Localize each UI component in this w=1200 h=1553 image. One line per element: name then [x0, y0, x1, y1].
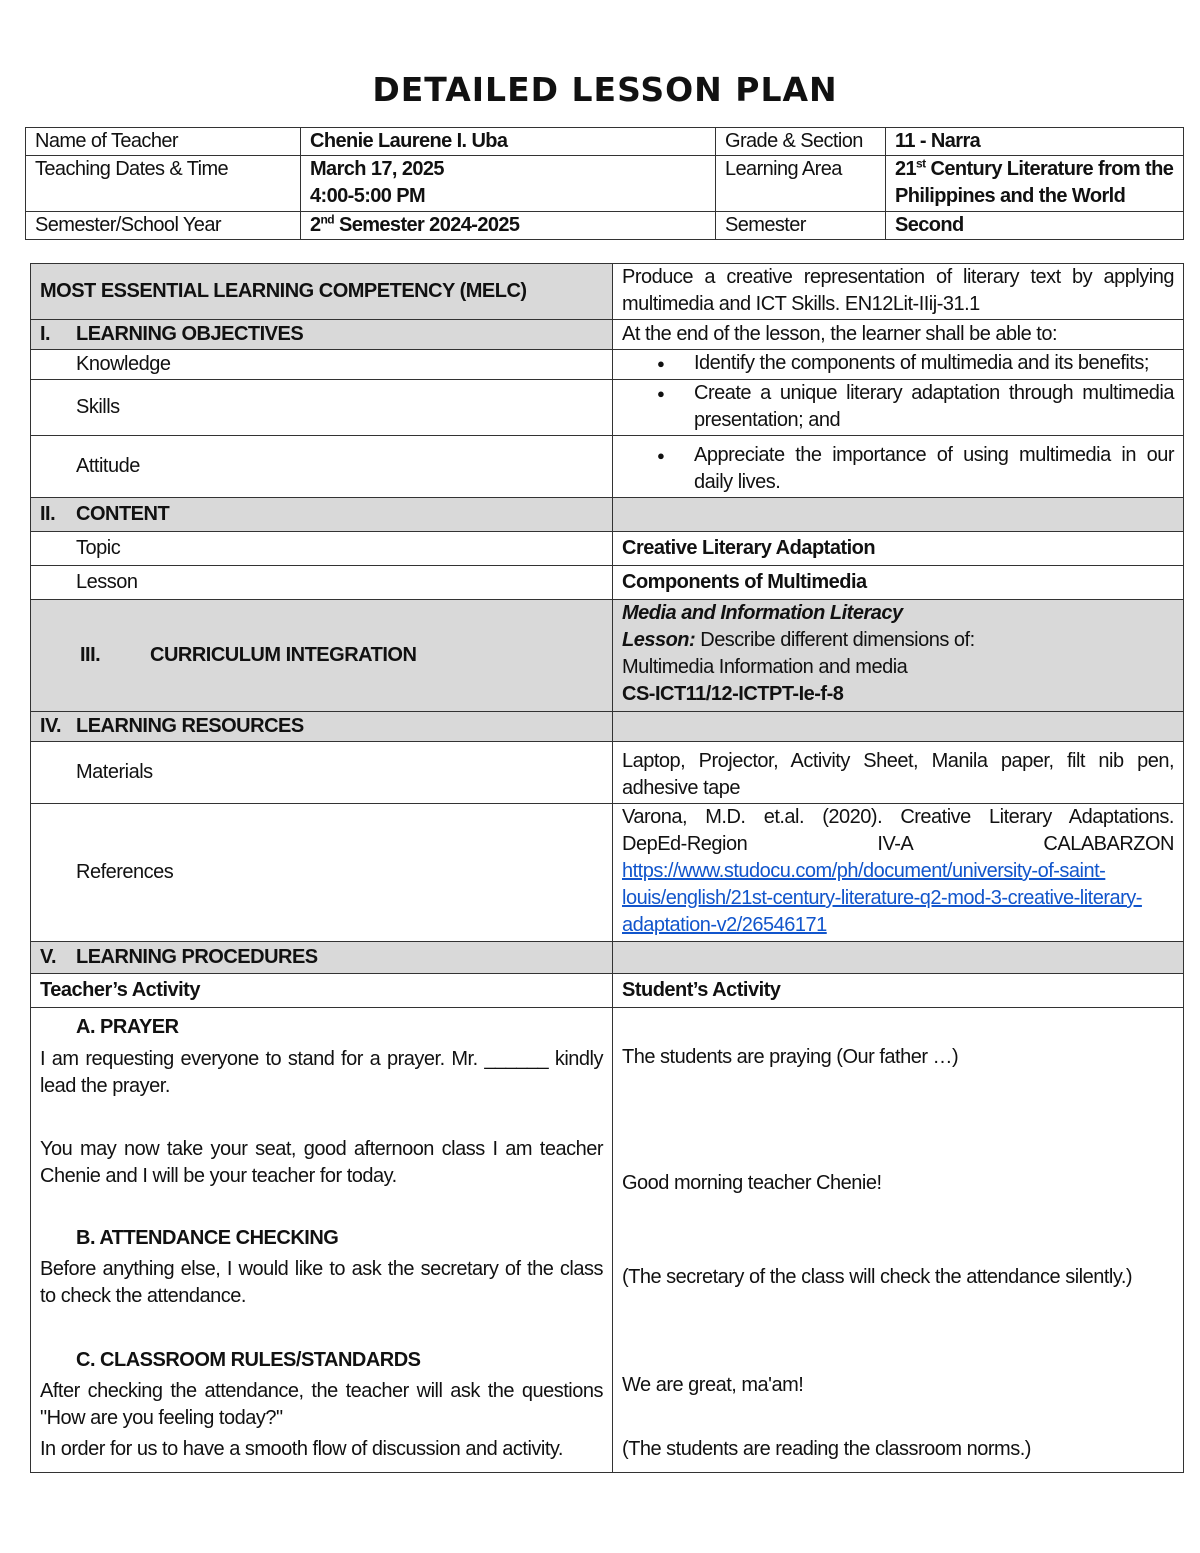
reference-link-line2: louis/english/21st-century-literature-q2-mod-3-creative-literary-: [622, 887, 1142, 909]
page-title: DETAILED LESSON PLAN: [372, 70, 838, 109]
rules-student-2: (The students are reading the classroom norms.): [622, 1438, 1031, 1460]
reference-line1: Varona, M.D. et.al. (2020). Creative Literary Adaptations.: [622, 806, 1174, 828]
area-value: [886, 156, 1184, 212]
reference-link[interactable]: [622, 858, 1174, 939]
integration-lesson-text: Describe different dimensions of:: [695, 629, 975, 651]
objectives-intro: At the end of the lesson, the learner shall be able to:: [613, 320, 1184, 350]
semester-value-num: 2: [310, 214, 321, 236]
prayer-teacher: I am requesting everyone to stand for a prayer. Mr. ______ kindly lead the prayer.: [40, 1048, 603, 1097]
integration-row: [31, 600, 1184, 712]
reference-line2: [622, 831, 1174, 858]
semester-value-sup: nd: [320, 212, 334, 227]
student-activity-cell: [613, 1008, 1184, 1473]
melc-value: Produce a creative representation of literary text by applying multimedia and ICT Skills. EN12Lit-IIij-31.1: [613, 264, 1184, 320]
resources-row: [31, 712, 1184, 742]
semester-label: Semester/School Year: [26, 212, 301, 240]
reference-line2b: IV-A: [877, 833, 914, 855]
reference-link-line1: https://www.studocu.com/ph/document/university-of-saint-: [622, 860, 1106, 882]
reference-line2c: CALABARZON: [1043, 833, 1174, 855]
integration-code: CS-ICT11/12-ICTPT-Ie-f-8: [622, 683, 844, 705]
teacher-value: Chenie Laurene I. Uba: [301, 128, 716, 156]
grade-label: Grade & Section: [716, 128, 886, 156]
integration-num: III.: [80, 644, 101, 666]
prayer-student: The students are praying (Our father …): [622, 1046, 959, 1068]
knowledge-label: Knowledge: [31, 350, 613, 380]
greet-teacher: You may now take your seat, good afternoon class I am teacher Chenie and I will be your teacher for today.: [40, 1138, 603, 1187]
materials-label: Materials: [31, 742, 613, 804]
knowledge-bullet: ● Identify the components of multimedia and its benefits;: [694, 350, 1174, 377]
attitude-row: [31, 436, 1184, 498]
rules-teacher-1: After checking the attendance, the teacher will ask the questions "How are you feeling today?": [40, 1380, 603, 1429]
melc-row: [31, 264, 1184, 320]
integration-label: CURRICULUM INTEGRATION: [150, 644, 417, 666]
teacher-activity-cell: [31, 1008, 613, 1473]
grade-value: 11 - Narra: [886, 128, 1184, 156]
attendance-student: (The secretary of the class will check the attendance silently.): [622, 1266, 1133, 1288]
skills-bullet: ● Create a unique literary adaptation through multimedia presentation; and: [694, 380, 1174, 434]
student-activity-header: Student’s Activity: [613, 974, 1184, 1008]
rules-teacher-2: In order for us to have a smooth flow of discussion and activity.: [40, 1438, 563, 1460]
content-heading: [31, 498, 613, 532]
topic-label: Topic: [31, 532, 613, 566]
area-label: Learning Area: [716, 156, 886, 212]
semester2-value: Second: [886, 212, 1184, 240]
area-value-text: Century Literature from the Philippines and the World: [895, 158, 1174, 207]
greet-student: Good morning teacher Chenie!: [622, 1172, 882, 1194]
procedures-row: [31, 942, 1184, 974]
references-label: References: [31, 804, 613, 942]
activity-header-row: [31, 974, 1184, 1008]
content-empty: [613, 498, 1184, 532]
rules-student-1: We are great, ma'am!: [622, 1374, 804, 1396]
activity-body-row: [31, 1008, 1184, 1473]
integration-heading: [31, 600, 613, 712]
resources-empty: [613, 712, 1184, 742]
integration-lesson-prefix: Lesson:: [622, 629, 696, 651]
rules-heading: C. CLASSROOM RULES/STANDARDS: [76, 1349, 421, 1371]
objectives-heading: [31, 320, 613, 350]
header-table: [25, 127, 1184, 240]
lesson-value: Components of Multimedia: [613, 566, 1184, 600]
content-label: CONTENT: [76, 503, 170, 525]
melc-label: MOST ESSENTIAL LEARNING COMPETENCY (MELC): [31, 264, 613, 320]
procedures-empty: [613, 942, 1184, 974]
integration-cell: [613, 600, 1184, 712]
attitude-cell: [613, 436, 1184, 498]
semester-value-text: Semester 2024-2025: [334, 214, 520, 236]
prayer-heading: A. PRAYER: [76, 1016, 179, 1038]
objectives-num: I.: [40, 323, 51, 345]
dates-value: March 17, 2025: [310, 158, 444, 180]
semester2-label: Semester: [716, 212, 886, 240]
content-row: [31, 498, 1184, 532]
integration-lesson: [622, 627, 1174, 654]
topic-value: Creative Literary Adaptation: [613, 532, 1184, 566]
dates-label: Teaching Dates & Time: [26, 156, 301, 212]
knowledge-cell: [613, 350, 1184, 380]
teacher-activity-header: Teacher’s Activity: [31, 974, 613, 1008]
resources-heading: [31, 712, 613, 742]
lesson-plan-table: [30, 263, 1184, 1473]
integration-line3: Multimedia Information and media: [622, 656, 908, 678]
area-value-sup: st: [916, 156, 926, 171]
materials-row: [31, 742, 1184, 804]
resources-label: LEARNING RESOURCES: [76, 715, 304, 737]
skills-label: Skills: [31, 380, 613, 436]
area-value-num: 21: [895, 158, 917, 180]
attitude-label: Attitude: [31, 436, 613, 498]
header-row-semester: [26, 212, 1184, 240]
knowledge-row: [31, 350, 1184, 380]
attendance-heading: B. ATTENDANCE CHECKING: [76, 1227, 339, 1249]
lesson-label: Lesson: [31, 566, 613, 600]
materials-value: Laptop, Projector, Activity Sheet, Manila paper, filt nib pen, adhesive tape: [613, 742, 1184, 804]
resources-num: IV.: [40, 715, 62, 737]
attendance-teacher: Before anything else, I would like to ask the secretary of the class to check the attendance.: [40, 1258, 603, 1307]
semester-value: [301, 212, 716, 240]
references-cell: [613, 804, 1184, 942]
objectives-row: [31, 320, 1184, 350]
lesson-row: [31, 566, 1184, 600]
procedures-label: LEARNING PROCEDURES: [76, 946, 318, 968]
header-row-teacher: [26, 128, 1184, 156]
topic-row: [31, 532, 1184, 566]
attitude-bullet: ● Appreciate the importance of using multimedia in our daily lives.: [694, 442, 1174, 496]
skills-cell: [613, 380, 1184, 436]
objectives-label: LEARNING OBJECTIVES: [76, 323, 304, 345]
skills-row: [31, 380, 1184, 436]
header-row-dates: [26, 156, 1184, 212]
procedures-heading: [31, 942, 613, 974]
content-num: II.: [40, 503, 56, 525]
procedures-num: V.: [40, 946, 57, 968]
reference-line2a: DepEd-Region: [622, 833, 748, 855]
integration-subject: Media and Information Literacy: [622, 602, 903, 624]
dates-cell: [301, 156, 716, 212]
references-row: [31, 804, 1184, 942]
reference-link-line3: adaptation-v2/26546171: [622, 914, 827, 936]
time-value: 4:00-5:00 PM: [310, 185, 426, 207]
teacher-label: Name of Teacher: [26, 128, 301, 156]
